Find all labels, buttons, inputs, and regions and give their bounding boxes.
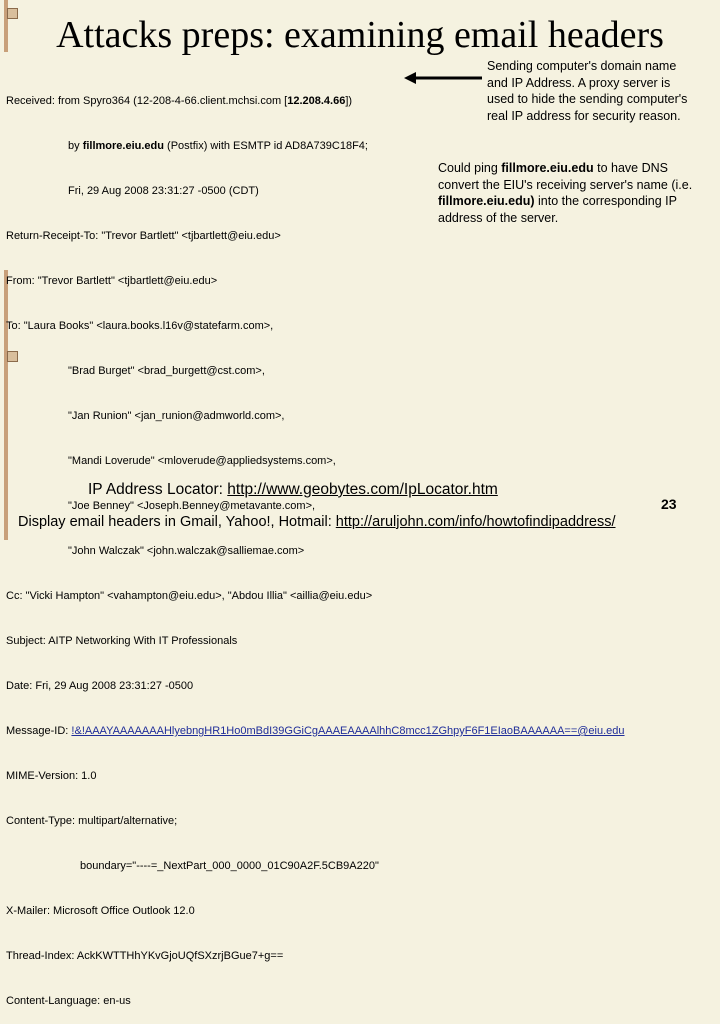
left-arrow-icon (404, 72, 482, 84)
howto-find-ip-link[interactable]: http://aruljohn.com/info/howtofindipaddress/ (335, 514, 616, 530)
header-received-2: by fillmore.eiu.edu (Postfix) with ESMTP id AD8A739C18F4; (68, 140, 368, 152)
header-cc: Cc: "Vicki Hampton" <vahampton@eiu.edu>, "Abdou Illia" <aillia@eiu.edu> (6, 590, 373, 602)
note-proxy: Sending computer's domain name and IP Address. A proxy server is used to hide the sending computer's real IP address for security reason. (487, 59, 688, 123)
slide-title: Attacks preps: examining email headers (56, 14, 664, 56)
header-to-recipient: "Jan Runion" <jan_runion@admworld.com>, (68, 410, 285, 422)
header-xmailer: X-Mailer: Microsoft Office Outlook 12.0 (6, 905, 195, 917)
header-boundary: boundary="----=_NextPart_000_0000_01C90A2F.5CB9A220" (80, 860, 379, 872)
ip-locator-link[interactable]: http://www.geobytes.com/IpLocator.htm (227, 481, 498, 498)
header-subject: Subject: AITP Networking With IT Professionals (6, 635, 238, 647)
header-to-recipient: "Mandi Loverude" <mloverude@appliedsystems.com>, (68, 455, 336, 467)
message-id-link[interactable]: !&!AAAYAAAAAAAHlyebngHR1Ho0mBdI39GGiCgAAAEAAAAlhhC8mcc1ZGhpyF6F1EIaoBAAAAAA==@eiu.edu (71, 725, 625, 737)
header-received-3: Fri, 29 Aug 2008 23:31:27 -0500 (CDT) (68, 185, 259, 197)
header-to-recipient: "Joe Benney" <Joseph.Benney@metavante.com>, (68, 500, 316, 512)
header-content-type: Content-Type: multipart/alternative; (6, 815, 178, 827)
header-thread-index: Thread-Index: AckKWTTHhYKvGjoUQfSXzrjBGue7+g== (6, 950, 284, 962)
header-return-receipt: Return-Receipt-To: "Trevor Bartlett" <tjbartlett@eiu.edu> (6, 230, 281, 242)
header-from: From: "Trevor Bartlett" <tjbartlett@eiu.edu> (6, 275, 218, 287)
header-to: To: "Laura Books" <laura.books.l16v@statefarm.com>, (6, 320, 274, 332)
header-date: Date: Fri, 29 Aug 2008 23:31:27 -0500 (6, 680, 194, 692)
page-number: 23 (661, 496, 677, 512)
note-ping: Could ping fillmore.eiu.edu to have DNS convert the EIU's receiving server's name (i.e. fillmore.eiu.edu) into the corresponding IP address of the server. (438, 161, 693, 225)
display-headers-line: Display email headers in Gmail, Yahoo!, Hotmail: http://aruljohn.com/info/howtofindipaddress/ (18, 514, 616, 530)
header-to-recipient: "Brad Burget" <brad_burgett@cst.com>, (68, 365, 265, 377)
ip-locator-line: IP Address Locator: http://www.geobytes.com/IpLocator.htm (88, 481, 498, 498)
header-message-id: Message-ID: !&!AAAYAAAAAAAHlyebngHR1Ho0mBdI39GGiCgAAAEAAAAlhhC8mcc1ZGhpyF6F1EIaoBAAAAAA==@eiu.edu (6, 725, 625, 737)
header-mime: MIME-Version: 1.0 (6, 770, 97, 782)
header-received-1: Received: from Spyro364 (12-208-4-66.client.mchsi.com [12.208.4.66]) (6, 95, 353, 107)
header-to-recipient: "John Walczak" <john.walczak@salliemae.com> (68, 545, 305, 557)
header-content-language: Content-Language: en-us (6, 995, 131, 1007)
